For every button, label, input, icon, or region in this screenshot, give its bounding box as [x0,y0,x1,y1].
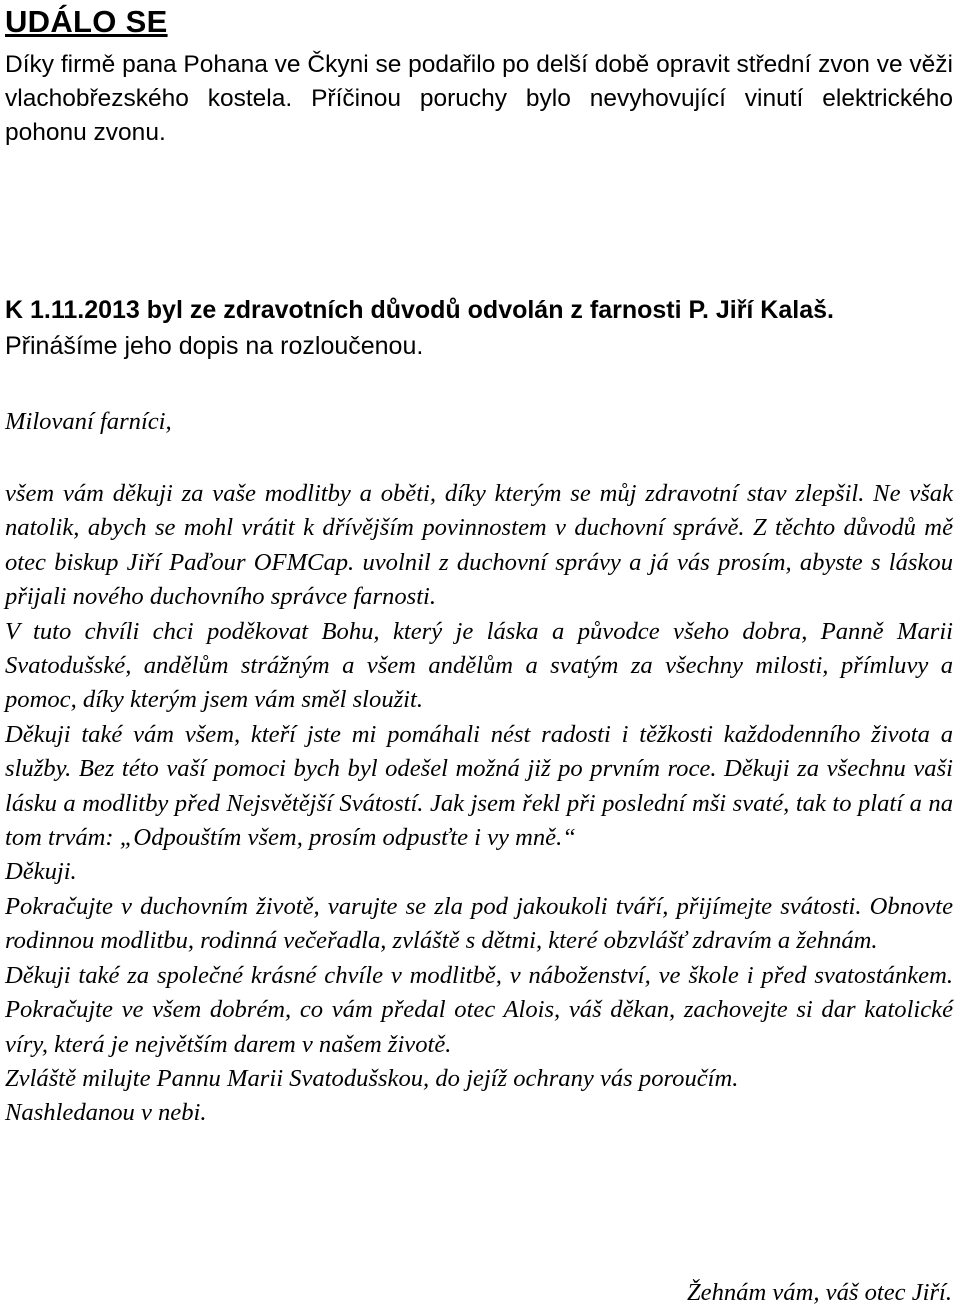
letter-greeting: Milovaní farníci, [5,408,172,435]
letter-paragraph: Pokračujte v duchovním životě, varujte se zla pod jakoukoli tváří, přijímejte svátosti. Obnovte rodinnou modlitbu, rodinná večeřadla, zvláště s dětmi, které obzvlášť zdravím a žehnám. [5,892,953,955]
letter-paragraph: Děkuji také za společné krásné chvíle v modlitbě, v náboženství, ve škole i před svatostánkem. Pokračujte ve všem dobrém, co vám předal otec Alois, váš děkan, zachovejte si dar katolické víry, která je největším darem v našem životě. [5,961,953,1058]
letter-paragraph: Zvláště milujte Pannu Marii Svatodušskou, do jejíž ochrany vás poroučím. [5,1064,739,1092]
letter-paragraph: všem vám děkuji za vaše modlitby a oběti, díky kterým se můj zdravotní stav zlepšil. Ne však natolik, abych se mohl vrátit k dřívějším povinnostem v duchovní správě. Z těchto důvodů mě otec biskup Jiří Paďour OFMCap. uvolnil z duchovní správy a já vás prosím, abyste s láskou přijali nového duchovního správce farnosti. [5,480,953,611]
letter-body [5,477,953,1131]
priest-leave-announcement: K 1.11.2013 byl ze zdravotních důvodů odvolán z farnosti P. Jiří Kalaš. [5,296,834,324]
letter-paragraph: Nashledanou v nebi. [5,1099,207,1127]
news-paragraph-priest-leave [5,292,955,364]
letter-signature: Žehnám vám, váš otec Jiří. [686,1279,952,1306]
letter-paragraph: V tuto chvíli chci poděkovat Bohu, který je láska a původce všeho dobra, Panně Marii Svatodušské, andělům strážným a všem andělům a svatým za všechny milosti, přímluvy a pomoc, díky kterým jsem vám směl sloužit. [5,617,953,714]
letter-paragraph: Děkuji. [5,858,77,886]
priest-leave-intro: Přinášíme jeho dopis na rozloučenou. [5,332,424,360]
news-paragraph-bell-repair: Díky firmě pana Pohana ve Čkyni se podařilo po delší době opravit střední zvon ve věži vlachobřezského kostela. Příčinou poruchy bylo nevyhovující vinutí elektrického pohonu zvonu. [5,51,953,146]
section-heading: UDÁLO SE [5,4,168,39]
letter-paragraph: Děkuji také vám všem, kteří jste mi pomáhali nést radosti i těžkosti každodenního života a služby. Bez této vaší pomoci bych byl odešel možná již po prvním roce. Děkuji za všechnu vaši lásku a modlitby před Nejsvětější Svátostí. Jak jsem řekl při poslední mši svaté, tak to platí a na tom trvám: „Odpouštím všem, prosím odpusťte i vy mně.“ [5,720,953,852]
